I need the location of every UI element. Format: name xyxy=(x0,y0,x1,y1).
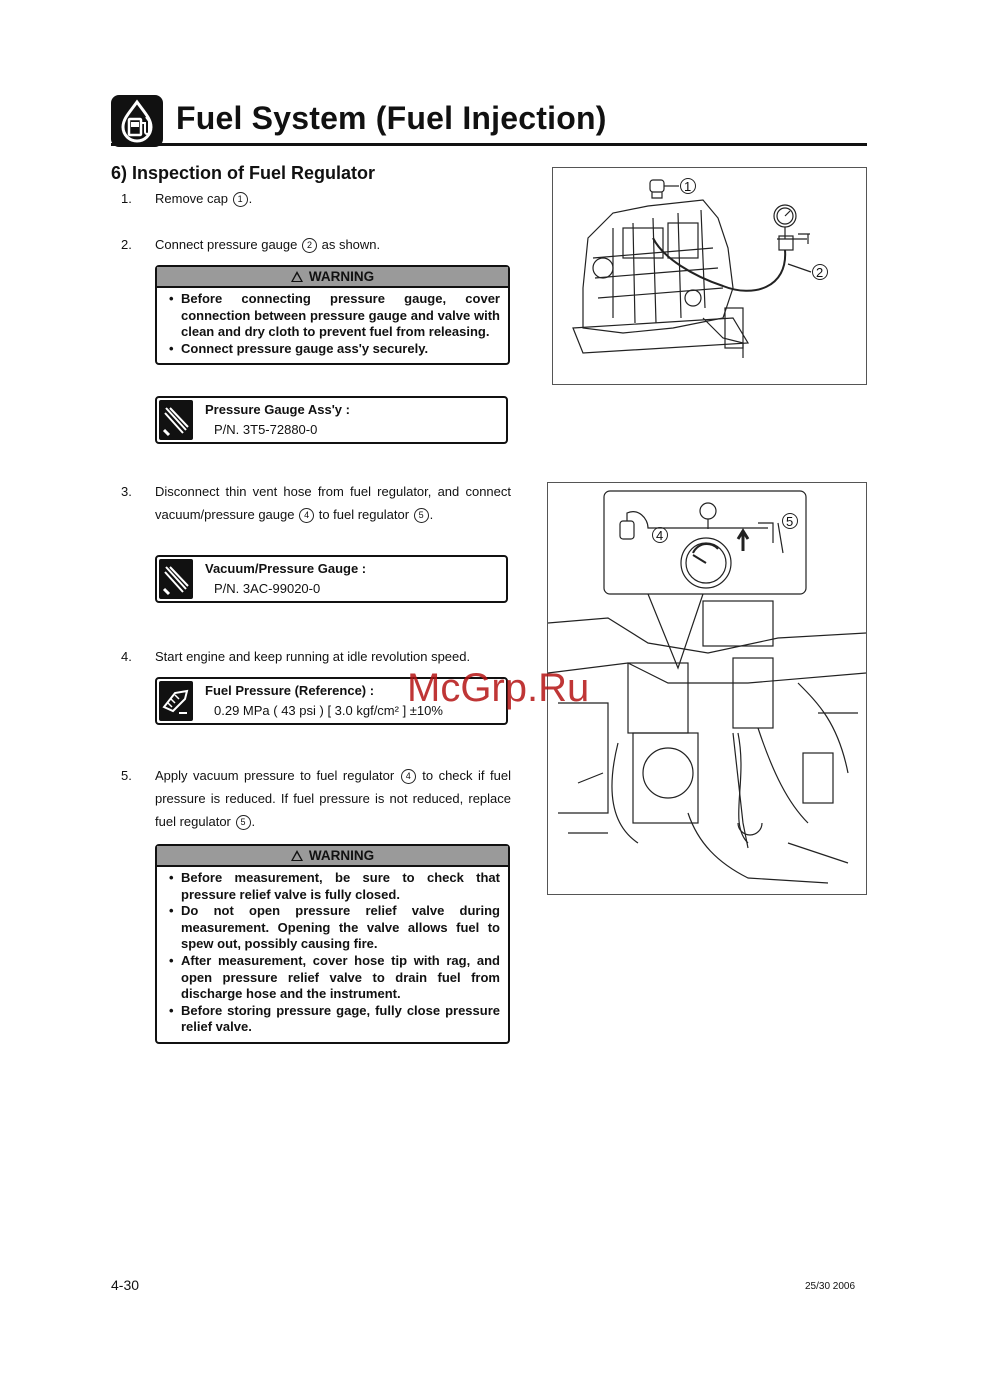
step-5 xyxy=(121,764,511,833)
callout-ref: 4 xyxy=(401,769,416,784)
warning-box xyxy=(155,265,510,365)
warning-item: • Before storing pressure gage, fully close pressure relief valve. xyxy=(169,1003,500,1036)
callout-ref: 5 xyxy=(414,508,429,523)
warning-triangle-icon xyxy=(291,850,303,861)
warning-heading: WARNING xyxy=(157,267,508,288)
step-4 xyxy=(121,645,511,668)
callout-ref: 5 xyxy=(236,815,251,830)
callout-ref: 4 xyxy=(299,508,314,523)
callout-1: 1 xyxy=(684,179,692,194)
tool-part-number: P/N. 3AC-99020-0 xyxy=(214,581,321,596)
warning-item: • Before connecting pressure gauge, cover connection between pressure gauge and valve with clean and dry cloth to prevent fuel from releasing. xyxy=(169,291,500,341)
callout-2: 2 xyxy=(816,265,824,280)
warning-item: • Do not open pressure relief valve during measurement. Opening the valve allows fuel to spew out, possibly causing fire. xyxy=(169,903,500,953)
title-rule xyxy=(111,143,867,146)
step-1 xyxy=(121,187,511,210)
section-title: 6) Inspection of Fuel Regulator xyxy=(111,163,376,183)
model-year: 25/30 2006 xyxy=(805,1281,856,1292)
figure-vacuum-gauge-connection xyxy=(547,482,867,895)
gauge-spec-icon xyxy=(159,681,193,721)
step-number: 4. xyxy=(121,649,132,664)
callout-5: 5 xyxy=(786,514,794,529)
watermark: McGrp.Ru xyxy=(407,666,590,710)
tool-part-number: P/N. 3T5-72880-0 xyxy=(214,422,318,437)
step-text: Remove cap 1 . xyxy=(155,191,253,206)
step-3 xyxy=(121,480,511,526)
step-text: Apply vacuum pressure to fuel regulator 4 to check if fuel pressure is reduced. If fuel pressure is not reduced, replace fuel regulator 5 . xyxy=(155,768,511,829)
step-number: 5. xyxy=(121,768,132,783)
page-number: 4-30 xyxy=(111,1277,140,1293)
step-number: 2. xyxy=(121,237,132,252)
spec-value: 0.29 MPa ( 43 psi ) [ 3.0 kgf/cm² ] ±10% xyxy=(214,703,443,718)
warning-item: • Before measurement, be sure to check that pressure relief valve is fully closed. xyxy=(169,870,500,903)
step-text: Start engine and keep running at idle revolution speed. xyxy=(155,649,471,664)
page-title: Fuel System (Fuel Injection) xyxy=(176,100,607,136)
warning-box xyxy=(155,844,510,1044)
callout-ref: 1 xyxy=(233,192,248,207)
special-tool-icon xyxy=(159,559,193,599)
step-number: 3. xyxy=(121,484,132,499)
warning-item: • Connect pressure gauge ass'y securely. xyxy=(169,341,500,358)
warning-triangle-icon xyxy=(291,271,303,282)
step-2 xyxy=(121,233,511,256)
tool-label: Pressure Gauge Ass'y : xyxy=(205,402,350,417)
step-text: Disconnect thin vent hose from fuel regulator, and connect vacuum/pressure gauge 4 to fuel regulator 5 . xyxy=(155,484,511,522)
warning-heading: WARNING xyxy=(157,846,508,867)
special-tool-box xyxy=(155,555,508,603)
step-number: 1. xyxy=(121,191,132,206)
step-text: Connect pressure gauge 2 as shown. xyxy=(155,237,381,252)
fuel-pump-icon xyxy=(111,95,163,147)
callout-4: 4 xyxy=(656,528,664,543)
tool-label: Vacuum/Pressure Gauge : xyxy=(205,561,367,576)
special-tool-icon xyxy=(159,400,193,440)
spec-label: Fuel Pressure (Reference) : xyxy=(205,683,375,698)
callout-ref: 2 xyxy=(302,238,317,253)
warning-item: • After measurement, cover hose tip with rag, and open pressure relief valve to drain fuel from discharge hose and the instrument. xyxy=(169,953,500,1003)
special-tool-box xyxy=(155,396,508,444)
figure-pressure-gauge-connection xyxy=(552,167,867,385)
